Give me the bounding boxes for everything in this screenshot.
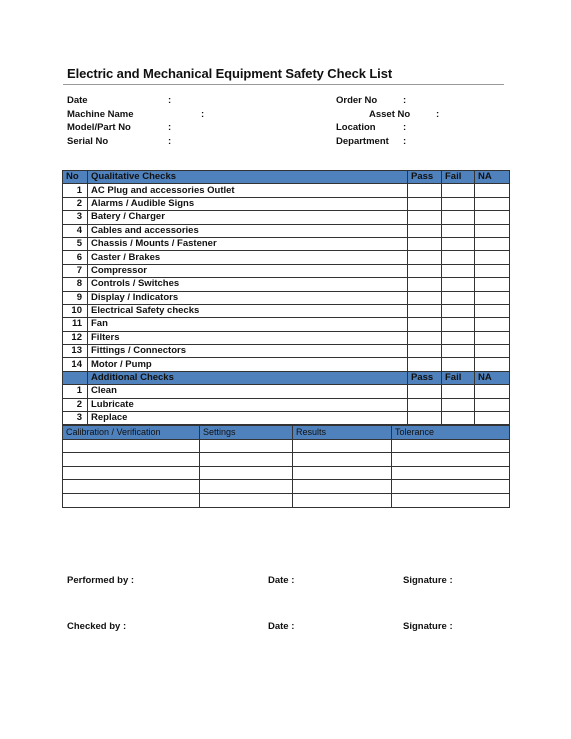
- fail-cell[interactable]: [442, 224, 475, 237]
- na-cell[interactable]: [475, 345, 510, 358]
- na-cell[interactable]: [475, 251, 510, 264]
- fail-cell[interactable]: [442, 358, 475, 371]
- row-item: Cables and accessories: [88, 224, 408, 237]
- pass-cell[interactable]: [408, 278, 442, 291]
- row-item: Display / Indicators: [88, 291, 408, 304]
- header-qualitative-checks: Qualitative Checks: [88, 171, 408, 184]
- row-number: 10: [63, 304, 88, 317]
- row-number: 11: [63, 318, 88, 331]
- row-item: AC Plug and accessories Outlet: [88, 184, 408, 197]
- additional-header-pass: Pass: [408, 371, 442, 384]
- row-item: Compressor: [88, 264, 408, 277]
- header-tolerance: Tolerance: [392, 426, 510, 440]
- checklist-row: [63, 211, 510, 224]
- fail-cell[interactable]: [442, 264, 475, 277]
- pass-cell[interactable]: [408, 291, 442, 304]
- row-item: Replace: [88, 412, 408, 425]
- additional-header-checks: Additional Checks: [88, 371, 408, 384]
- row-number: 7: [63, 264, 88, 277]
- pass-cell[interactable]: [408, 358, 442, 371]
- checklist-row: [63, 304, 510, 317]
- calibration-cell[interactable]: [63, 480, 200, 494]
- fail-cell[interactable]: [442, 412, 475, 425]
- performed-by-label: Performed by :: [67, 575, 135, 586]
- na-cell[interactable]: [475, 318, 510, 331]
- row-number: 2: [63, 398, 88, 411]
- fail-cell[interactable]: [442, 184, 475, 197]
- date-label: Date: [67, 95, 88, 106]
- date-colon: :: [168, 95, 172, 106]
- checklist-row: [63, 264, 510, 277]
- na-cell[interactable]: [475, 304, 510, 317]
- row-number: 4: [63, 224, 88, 237]
- row-item: Batery / Charger: [88, 211, 408, 224]
- serial-label: Serial No: [67, 136, 109, 147]
- settings-cell[interactable]: [200, 453, 293, 467]
- row-item: Lubricate: [88, 398, 408, 411]
- tolerance-cell[interactable]: [392, 453, 510, 467]
- fail-cell[interactable]: [442, 278, 475, 291]
- calibration-cell[interactable]: [63, 439, 200, 453]
- settings-cell[interactable]: [200, 466, 293, 480]
- header-na: NA: [475, 171, 510, 184]
- additional-header-fail: Fail: [442, 371, 475, 384]
- pass-cell[interactable]: [408, 331, 442, 344]
- na-cell[interactable]: [475, 278, 510, 291]
- calibration-row: [63, 453, 510, 467]
- fail-cell[interactable]: [442, 304, 475, 317]
- fail-cell[interactable]: [442, 331, 475, 344]
- fail-cell[interactable]: [442, 385, 475, 398]
- calibration-table: [62, 425, 510, 508]
- na-cell[interactable]: [475, 412, 510, 425]
- na-cell[interactable]: [475, 224, 510, 237]
- performed-date-label: Date :: [268, 575, 295, 586]
- fail-cell[interactable]: [442, 211, 475, 224]
- fail-cell[interactable]: [442, 237, 475, 250]
- pass-cell[interactable]: [408, 211, 442, 224]
- na-cell[interactable]: [475, 398, 510, 411]
- na-cell[interactable]: [475, 237, 510, 250]
- serial-colon: :: [168, 136, 172, 147]
- checklist-table: [62, 170, 510, 425]
- row-item: Chassis / Mounts / Fastener: [88, 237, 408, 250]
- pass-cell[interactable]: [408, 345, 442, 358]
- checklist-row: [63, 251, 510, 264]
- pass-cell[interactable]: [408, 197, 442, 210]
- pass-cell[interactable]: [408, 224, 442, 237]
- row-number: 2: [63, 197, 88, 210]
- order-colon: :: [403, 95, 407, 106]
- asset-label: Asset No: [369, 109, 411, 120]
- na-cell[interactable]: [475, 358, 510, 371]
- results-cell[interactable]: [293, 480, 392, 494]
- na-cell[interactable]: [475, 211, 510, 224]
- row-number: 6: [63, 251, 88, 264]
- pass-cell[interactable]: [408, 264, 442, 277]
- pass-cell[interactable]: [408, 385, 442, 398]
- results-cell[interactable]: [293, 493, 392, 507]
- fail-cell[interactable]: [442, 318, 475, 331]
- header-settings: Settings: [200, 426, 293, 440]
- row-number: 14: [63, 358, 88, 371]
- checklist-row: [63, 278, 510, 291]
- row-number: 9: [63, 291, 88, 304]
- fail-cell[interactable]: [442, 345, 475, 358]
- tolerance-cell[interactable]: [392, 493, 510, 507]
- calibration-cell[interactable]: [63, 493, 200, 507]
- row-number: 3: [63, 412, 88, 425]
- checked-signature-label: Signature :: [403, 621, 453, 632]
- checklist-row: [63, 318, 510, 331]
- na-cell[interactable]: [475, 291, 510, 304]
- checklist-row: [63, 331, 510, 344]
- checklist-row: [63, 358, 510, 371]
- calibration-row: [63, 480, 510, 494]
- row-item: Alarms / Audible Signs: [88, 197, 408, 210]
- calibration-row: [63, 493, 510, 507]
- department-colon: :: [403, 136, 407, 147]
- fail-cell[interactable]: [442, 197, 475, 210]
- calibration-cell[interactable]: [63, 466, 200, 480]
- header-calibration: Calibration / Verification: [63, 426, 200, 440]
- pass-cell[interactable]: [408, 318, 442, 331]
- na-cell[interactable]: [475, 331, 510, 344]
- pass-cell[interactable]: [408, 237, 442, 250]
- checklist-row: [63, 224, 510, 237]
- checklist-row: [63, 345, 510, 358]
- additional-header-no: [63, 371, 88, 384]
- machine-name-colon: :: [201, 109, 205, 120]
- settings-cell[interactable]: [200, 439, 293, 453]
- order-label: Order No: [336, 95, 378, 106]
- checklist-row: [63, 237, 510, 250]
- location-colon: :: [403, 122, 407, 133]
- row-number: 13: [63, 345, 88, 358]
- row-number: 12: [63, 331, 88, 344]
- fail-cell[interactable]: [442, 398, 475, 411]
- pass-cell[interactable]: [408, 184, 442, 197]
- calibration-cell[interactable]: [63, 453, 200, 467]
- pass-cell[interactable]: [408, 304, 442, 317]
- additional-header-na: NA: [475, 371, 510, 384]
- row-item: Electrical Safety checks: [88, 304, 408, 317]
- results-cell[interactable]: [293, 439, 392, 453]
- checklist-row: [63, 291, 510, 304]
- location-label: Location: [336, 122, 376, 133]
- na-cell[interactable]: [475, 197, 510, 210]
- asset-colon: :: [436, 109, 440, 120]
- calibration-row: [63, 439, 510, 453]
- model-label: Model/Part No: [67, 122, 131, 133]
- row-number: 5: [63, 237, 88, 250]
- settings-cell[interactable]: [200, 480, 293, 494]
- additional-header-row: [63, 371, 510, 384]
- checklist-row: [63, 385, 510, 398]
- pass-cell[interactable]: [408, 398, 442, 411]
- row-item: Fan: [88, 318, 408, 331]
- machine-name-label: Machine Name: [67, 109, 134, 120]
- tolerance-cell[interactable]: [392, 480, 510, 494]
- page-title: Electric and Mechanical Equipment Safety Check List: [67, 66, 393, 81]
- header-no: No: [63, 171, 88, 184]
- pass-cell[interactable]: [408, 251, 442, 264]
- checklist-row: [63, 398, 510, 411]
- results-cell[interactable]: [293, 453, 392, 467]
- row-number: 1: [63, 184, 88, 197]
- checklist-row: [63, 412, 510, 425]
- fail-cell[interactable]: [442, 291, 475, 304]
- row-number: 1: [63, 385, 88, 398]
- checked-date-label: Date :: [268, 621, 295, 632]
- settings-cell[interactable]: [200, 493, 293, 507]
- row-item: Caster / Brakes: [88, 251, 408, 264]
- results-cell[interactable]: [293, 466, 392, 480]
- checked-by-label: Checked by :: [67, 621, 127, 632]
- model-colon: :: [168, 122, 172, 133]
- checklist-row: [63, 197, 510, 210]
- row-item: Clean: [88, 385, 408, 398]
- checklist-header-row: [63, 171, 510, 184]
- calibration-header-row: [63, 426, 510, 440]
- pass-cell[interactable]: [408, 412, 442, 425]
- na-cell[interactable]: [475, 385, 510, 398]
- row-item: Controls / Switches: [88, 278, 408, 291]
- na-cell[interactable]: [475, 264, 510, 277]
- fail-cell[interactable]: [442, 251, 475, 264]
- performed-signature-label: Signature :: [403, 575, 453, 586]
- checklist-row: [63, 184, 510, 197]
- na-cell[interactable]: [475, 184, 510, 197]
- row-item: Fittings / Connectors: [88, 345, 408, 358]
- row-item: Motor / Pump: [88, 358, 408, 371]
- row-number: 8: [63, 278, 88, 291]
- header-results: Results: [293, 426, 392, 440]
- row-number: 3: [63, 211, 88, 224]
- header-pass: Pass: [408, 171, 442, 184]
- department-label: Department: [336, 136, 389, 147]
- calibration-row: [63, 466, 510, 480]
- tolerance-cell[interactable]: [392, 439, 510, 453]
- tolerance-cell[interactable]: [392, 466, 510, 480]
- title-rule: [63, 84, 504, 85]
- row-item: Filters: [88, 331, 408, 344]
- header-fail: Fail: [442, 171, 475, 184]
